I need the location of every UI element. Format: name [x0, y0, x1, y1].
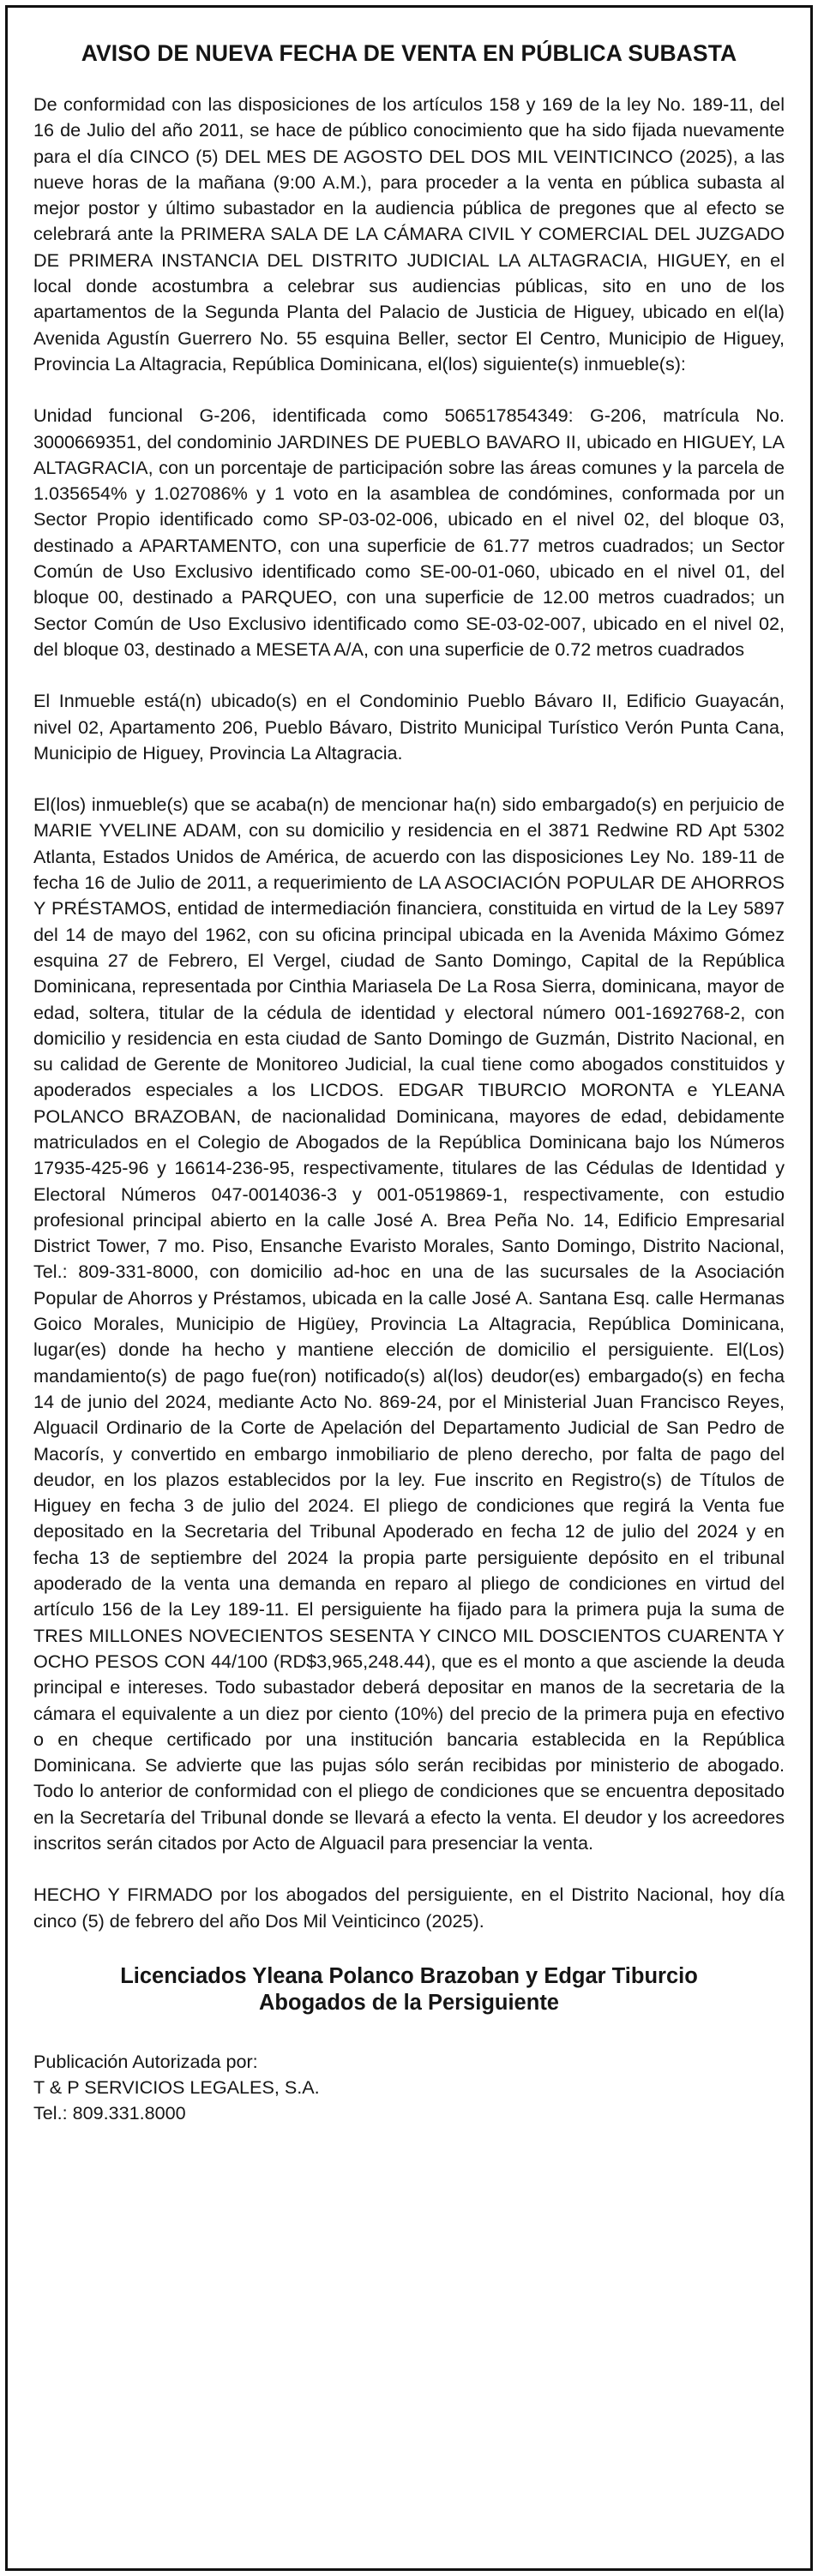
notice-border: [5, 5, 813, 2571]
signature-role: Abogados de la Persiguiente: [259, 1990, 559, 2015]
signature-lawyers: Licenciados Yleana Polanco Brazoban y Edgar Tiburcio: [120, 1963, 698, 1988]
paragraph-property-location: El Inmueble está(n) ubicado(s) en el Condominio Pueblo Bávaro II, Edificio Guayacán, nivel 02, Apartamento 206, Pueblo Bávaro, Distrito Municipal Turístico Verón Punta Cana, Municipio de Higuey, Provincia La Altagracia.: [33, 690, 785, 764]
publication-block: [33, 2049, 785, 2126]
paragraph-property-unit: Unidad funcional G-206, identificada como 506517854349: G-206, matrícula No. 3000669351, del condominio JARDINES DE PUEBLO BAVARO II, ubicado en HIGUEY, LA ALTAGRACIA, con un porcentaje de participación sobre las áreas comunes y la parcela de 1.035654% y 1.027086% y 1 voto en la asamblea de condómines, conformada por un Sector Propio identificado como SP-03-02-006, ubicado en el nivel 02, del bloque 03, destinado a APARTAMENTO, con una superficie de 61.77 metros cuadrados; un Sector Común de Uso Exclusivo identificado como SE-00-01-060, ubicado en el nivel 01, del bloque 00, destinado a PARQUEO, con una superficie de 12.00 metros cuadrados; un Sector Común de Uso Exclusivo identificado como SE-03-02-007, ubicado en el nivel 02, del bloque 03, destinado a MESETA A/A, con una superficie de 0.72 metros cuadrados: [33, 404, 785, 660]
signature-block: [33, 1963, 785, 2016]
notice-title: AVISO DE NUEVA FECHA DE VENTA EN PÚBLICA SUBASTA: [81, 40, 737, 66]
publication-company: T & P SERVICIOS LEGALES, S.A.: [33, 2076, 320, 2098]
publication-phone: Tel.: 809.331.8000: [33, 2101, 186, 2124]
paragraph-signed: HECHO Y FIRMADO por los abogados del persiguiente, en el Distrito Nacional, hoy día cinco (5) de febrero del año Dos Mil Veinticinco (2025).: [33, 1884, 785, 1932]
paragraph-seizure-details: El(los) inmueble(s) que se acaba(n) de mencionar ha(n) sido embargado(s) en perjuicio de MARIE YVELINE ADAM, con su domicilio y residencia en el 3871 Redwine RD Apt 5302 Atlanta, Estados Unidos de América, de acuerdo con las disposiciones Ley No. 189-11 de fecha 16 de Julio de 2011, a requerimiento de LA ASOCIACIÓN POPULAR DE AHORROS Y PRÉSTAMOS, entidad de intermediación financiera, constituida en virtud de la Ley 5897 del 14 de mayo del 1962, con su oficina principal ubicada en la Avenida Máximo Gómez esquina 27 de Febrero, El Vergel, ciudad de Santo Domingo, Capital de la República Dominicana, representada por Cinthia Mariasela De La Rosa Sierra, dominicana, mayor de edad, soltera, titular de la cédula de identidad y electoral número 001-1692768-2, con domicilio y residencia en esta ciudad de Santo Domingo de Guzmán, Distrito Nacional, en su calidad de Gerente de Monitoreo Judicial, la cual tiene como abogados constituidos y apoderados especiales a los LICDOS. EDGAR TIBURCIO MORONTA e YLEANA POLANCO BRAZOBAN, de nacionalidad Dominicana, mayores de edad, debidamente matriculados en el Colegio de Abogados de la República Dominicana bajo los Números 17935-425-96 y 16614-236-95, respectivamente, titulares de las Cédulas de Identidad y Electoral Números 047-0014036-3 y 001-0519869-1, respectivamente, con estudio profesional principal abierto en la calle José A. Brea Peña No. 14, Edificio Empresarial District Tower, 7 mo. Piso, Ensanche Evaristo Morales, Santo Domingo, Distrito Nacional, Tel.: 809-331-8000, con domicilio ad-hoc en una de las sucursales de la Asociación Popular de Ahorros y Préstamos, ubicada en la calle José A. Santana Esq. calle Hermanas Goico Morales, Municipio de Higüey, Provincia La Altagracia, República Dominicana, lugar(es) donde ha hecho y mantiene elección de domicilio el persiguiente. El(Los) mandamiento(s) de pago fue(ron) notificado(s) al(los) deudor(es) embargado(s) en fecha 14 de junio del 2024, mediante Acto No. 869-24, por el Ministerial Juan Francisco Reyes, Alguacil Ordinario de la Corte de Apelación del Departamento Judicial de San Pedro de Macorís, y convertido en embargo inmobiliario de pleno derecho, por falta de pago del deudor, en los plazos establecidos por la ley. Fue inscrito en Registro(s) de Títulos de Higuey en fecha 3 de julio del 2024. El pliego de condiciones que regirá la Venta fue depositado en la Secretaria del Tribunal Apoderado en fecha 12 de julio del 2024 y en fecha 13 de septiembre del 2024 la propia parte persiguiente depósito en el tribunal apoderado de la venta una demanda en reparo al pliego de condiciones en virtud del artículo 156 de la Ley 189-11. El persiguiente ha fijado para la primera puja la suma de TRES MILLONES NOVECIENTOS SESENTA Y CINCO MIL DOSCIENTOS CUARENTA Y OCHO PESOS CON 44/100 (RD$3,965,248.44), que es el monto a que asciende la deuda principal e intereses. Todo subastador deberá depositar en manos de la secretaria de la cámara el equivalente a un diez por ciento (10%) del precio de la primera puja en efectivo o en cheque certificado por una institución bancaria establecida en la República Dominicana. Se advierte que las pujas sólo serán recibidas por ministerio de abogado. Todo lo anterior de conformidad con el pliego de condiciones que se encuentra depositado en la Secretaría del Tribunal donde se llevará a efecto la venta. El deudor y los acreedores inscritos serán citados por Acto de Alguacil para presenciar la venta.: [33, 794, 785, 1854]
publication-label: Publicación Autorizada por:: [33, 2050, 258, 2072]
paragraph-sale-date: De conformidad con las disposiciones de los artículos 158 y 169 de la ley No. 189-11, del 16 de Julio del año 2011, se hace de público conocimiento que ha sido fijada nuevamente para el día CINCO (5) DEL MES DE AGOSTO DEL DOS MIL VEINTICINCO (2025), a las nueve horas de la mañana (9:00 A.M.), para proceder a la venta en pública subasta al mejor postor y último subastador en la audiencia pública de pregones que al efecto se celebrará ante la PRIMERA SALA DE LA CÁMARA CIVIL Y COMERCIAL DEL JUZGADO DE PRIMERA INSTANCIA DEL DISTRITO JUDICIAL LA ALTAGRACIA, HIGUEY, en el local donde acostumbra a celebrar sus audiencias públicas, sito en uno de los apartamentos de la Segunda Planta del Palacio de Justicia de Higuey, ubicado en el(la) Avenida Agustín Guerrero No. 55 esquina Beller, sector El Centro, Municipio de Higuey, Provincia La Altagracia, República Dominicana, el(los) siguiente(s) inmueble(s):: [33, 93, 785, 374]
